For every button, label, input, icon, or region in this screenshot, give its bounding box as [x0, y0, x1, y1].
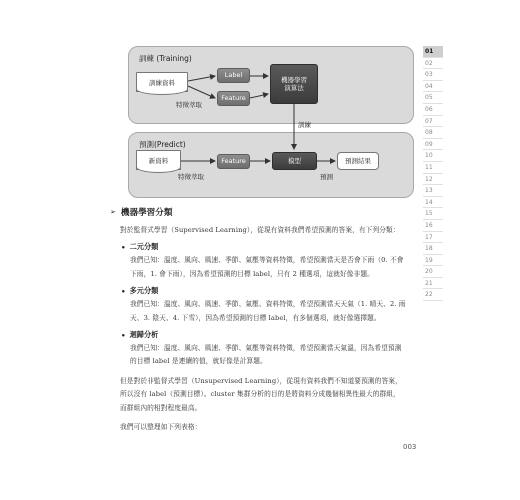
chapter-tab-15[interactable]: 15 — [423, 208, 443, 220]
page-number: 003 — [403, 443, 417, 451]
prediction-result-box — [337, 152, 379, 170]
prediction-panel-title: 預測(Predict) — [139, 140, 186, 149]
prediction-result-text: 預測結果 — [345, 156, 371, 165]
chapter-tab-01[interactable]: 01 — [423, 46, 443, 58]
chapter-tab-07[interactable]: 07 — [423, 116, 443, 128]
new-data-label: 新資料 — [148, 156, 169, 165]
chapter-tab-13[interactable]: 13 — [423, 185, 443, 197]
model-box — [272, 152, 317, 170]
chapter-tab-17[interactable]: 17 — [423, 232, 443, 244]
chapter-tab-11[interactable]: 11 — [423, 162, 443, 174]
training-panel-title: 訓練 (Training) — [139, 54, 192, 63]
bullet-dot-icon: • — [121, 242, 126, 252]
predict-label: 預測 — [320, 173, 333, 181]
arrow-bullet-icon: ➢ — [110, 208, 116, 216]
label-box-text: Label — [224, 71, 243, 80]
algorithm-box-text: 機器學習 演算法 — [281, 75, 307, 92]
train-arrow-label: 訓練 — [298, 121, 311, 129]
training-feature-box — [217, 91, 250, 106]
multi-classification-title: 多元分類 — [129, 286, 159, 296]
regression-title: 迴歸分析 — [129, 330, 159, 340]
chapter-tab-index — [423, 46, 443, 301]
bullet-dot-icon: • — [121, 330, 126, 340]
binary-classification-title: 二元分類 — [129, 242, 159, 252]
chapter-tab-20[interactable]: 20 — [423, 266, 443, 278]
closing-paragraph: 我們可以整理如下列表格： — [120, 423, 202, 432]
multi-classification-body: 我們已知：溫度、風向、風速、季節、氣壓、資料特徵，希望預測當天天氣（1. 晴天、2. 雨天、3. 陰天、4. 下雪），因為希望預測的目標 label，有多個選項，就好像選擇題。 — [130, 300, 406, 322]
chapter-tab-09[interactable]: 09 — [423, 139, 443, 151]
prediction-feature-extraction-label: 特徵萃取 — [178, 173, 204, 181]
chapter-tab-18[interactable]: 18 — [423, 243, 443, 255]
ml-workflow-diagram — [128, 46, 414, 198]
binary-classification-body: 我們已知：溫度、風向、風速、季節、氣壓等資料特徵，希望預測當天是否會下雨（0. 不會下雨，1. 會下雨），因為希望預測的目標 label，只有 2 種選項，這就好像非題。 — [130, 256, 404, 278]
regression-heading — [121, 330, 406, 340]
chapter-tab-12[interactable]: 12 — [423, 174, 443, 186]
training-data-label: 訓練資料 — [149, 78, 175, 87]
model-box-text: 模型 — [288, 156, 301, 165]
training-feature-extraction-label: 特徵萃取 — [176, 101, 202, 109]
chapter-tab-21[interactable]: 21 — [423, 278, 443, 290]
chapter-tab-16[interactable]: 16 — [423, 220, 443, 232]
section-heading — [110, 206, 406, 218]
chapter-tab-19[interactable]: 19 — [423, 255, 443, 267]
training-data-doc — [136, 72, 188, 92]
label-box — [217, 68, 250, 83]
algorithm-box — [270, 64, 318, 104]
multi-classification-heading — [121, 286, 406, 296]
chapter-tab-08[interactable]: 08 — [423, 127, 443, 139]
section-title: 機器學習分類 — [120, 208, 173, 218]
prediction-feature-text: Feature — [221, 157, 246, 166]
chapter-tab-03[interactable]: 03 — [423, 69, 443, 81]
prediction-feature-box — [217, 154, 250, 169]
chapter-tab-22[interactable]: 22 — [423, 289, 443, 301]
training-feature-text: Feature — [221, 94, 246, 103]
chapter-tab-10[interactable]: 10 — [423, 150, 443, 162]
intro-paragraph: 對於監督式學習（Supervised Learning），從現有資料我們希望預測的答案，有下列分類： — [120, 226, 400, 234]
page-body — [110, 206, 406, 434]
chapter-tab-05[interactable]: 05 — [423, 92, 443, 104]
regression-body: 我們已知：溫度、風向、風速、季節、氣壓等資料特徵，希望預測當天氣溫，因為希望預測的目標 label 是連續的值，就好像是計算題。 — [130, 344, 402, 366]
chapter-tab-04[interactable]: 04 — [423, 81, 443, 93]
new-data-doc — [136, 150, 181, 170]
unsupervised-paragraph: 但是對於非監督式學習（Unsupervised Learning），從現有資料我們不知道要預測的答案，所以沒有 label（預測目標）。cluster 集群分析的目的是將資料分成幾個相異性最大的群組，而群組內的相對程度最高。 — [120, 376, 402, 412]
chapter-tab-14[interactable]: 14 — [423, 197, 443, 209]
chapter-tab-06[interactable]: 06 — [423, 104, 443, 116]
bullet-dot-icon: • — [121, 286, 126, 296]
chapter-tab-02[interactable]: 02 — [423, 58, 443, 70]
binary-classification-heading — [121, 242, 406, 252]
